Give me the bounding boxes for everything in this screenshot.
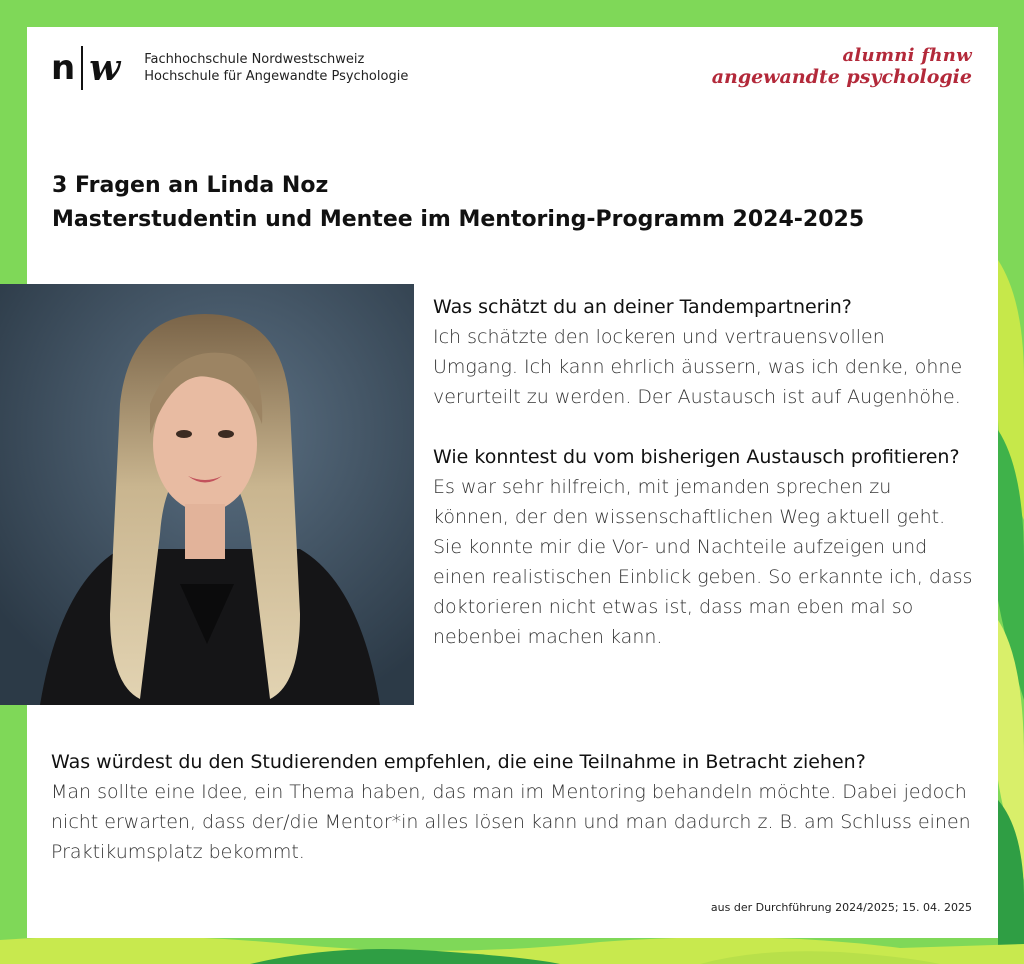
nw-logo-mark — [51, 46, 120, 90]
institution-name — [144, 51, 408, 85]
question-2: Wie konntest du vom bisherigen Austausch profitieren? — [433, 446, 960, 468]
footer-note: aus der Durchführung 2024/2025; 15. 04. 2025 — [710, 901, 972, 914]
logo-letter-w: w — [89, 47, 121, 89]
answer-3: Man sollte eine Idee, ein Thema haben, das man im Mentoring behandeln möchte. Dabei jedoch nicht erwarten, dass der/die Mentor*in alles lösen kann und man dadurch z. B. am Schluss einen Praktikumsplatz bekommt. — [51, 781, 971, 863]
logo-divider — [81, 46, 83, 90]
title-line-2: Masterstudentin und Mentee im Mentoring-Programm 2024-2025 — [52, 207, 865, 232]
institution-line-1: Fachhochschule Nordwestschweiz — [144, 52, 365, 67]
page-title — [52, 169, 864, 237]
institution-line-2: Hochschule für Angewandte Psychologie — [144, 69, 409, 84]
content-card — [27, 27, 998, 938]
fhnw-logo — [51, 43, 408, 93]
answer-1: Ich schätzte den lockeren und vertrauensvollen Umgang. Ich kann ehrlich äussern, was ich denke, ohne verurteilt zu werden. Der Austausch ist auf Augenhöhe. — [433, 326, 963, 408]
alumni-line-2: angewandte psychologie — [711, 66, 972, 88]
question-3: Was würdest du den Studierenden empfehlen, die eine Teilnahme in Betracht ziehen? — [51, 751, 866, 773]
logo-letter-n: n — [51, 48, 76, 88]
answer-2: Es war sehr hilfreich, mit jemanden sprechen zu können, der den wissenschaftlichen Weg aktuell geht. Sie konnte mir die Vor- und Nachteile aufzeigen und einen realistischen Einblick geben. So erkannte ich, dass doktorieren nicht etwas ist, dass man eben mal so nebenbei machen kann. — [433, 476, 973, 648]
question-1: Was schätzt du an deiner Tandempartnerin? — [433, 296, 852, 318]
alumni-line-1: alumni fhnw — [842, 45, 972, 66]
portrait-photo — [0, 284, 414, 705]
qa-column — [433, 292, 973, 652]
spacer — [433, 412, 973, 442]
qa-full-width — [51, 747, 981, 867]
alumni-logo — [712, 45, 972, 88]
title-line-1: 3 Fragen an Linda Noz — [52, 173, 329, 198]
